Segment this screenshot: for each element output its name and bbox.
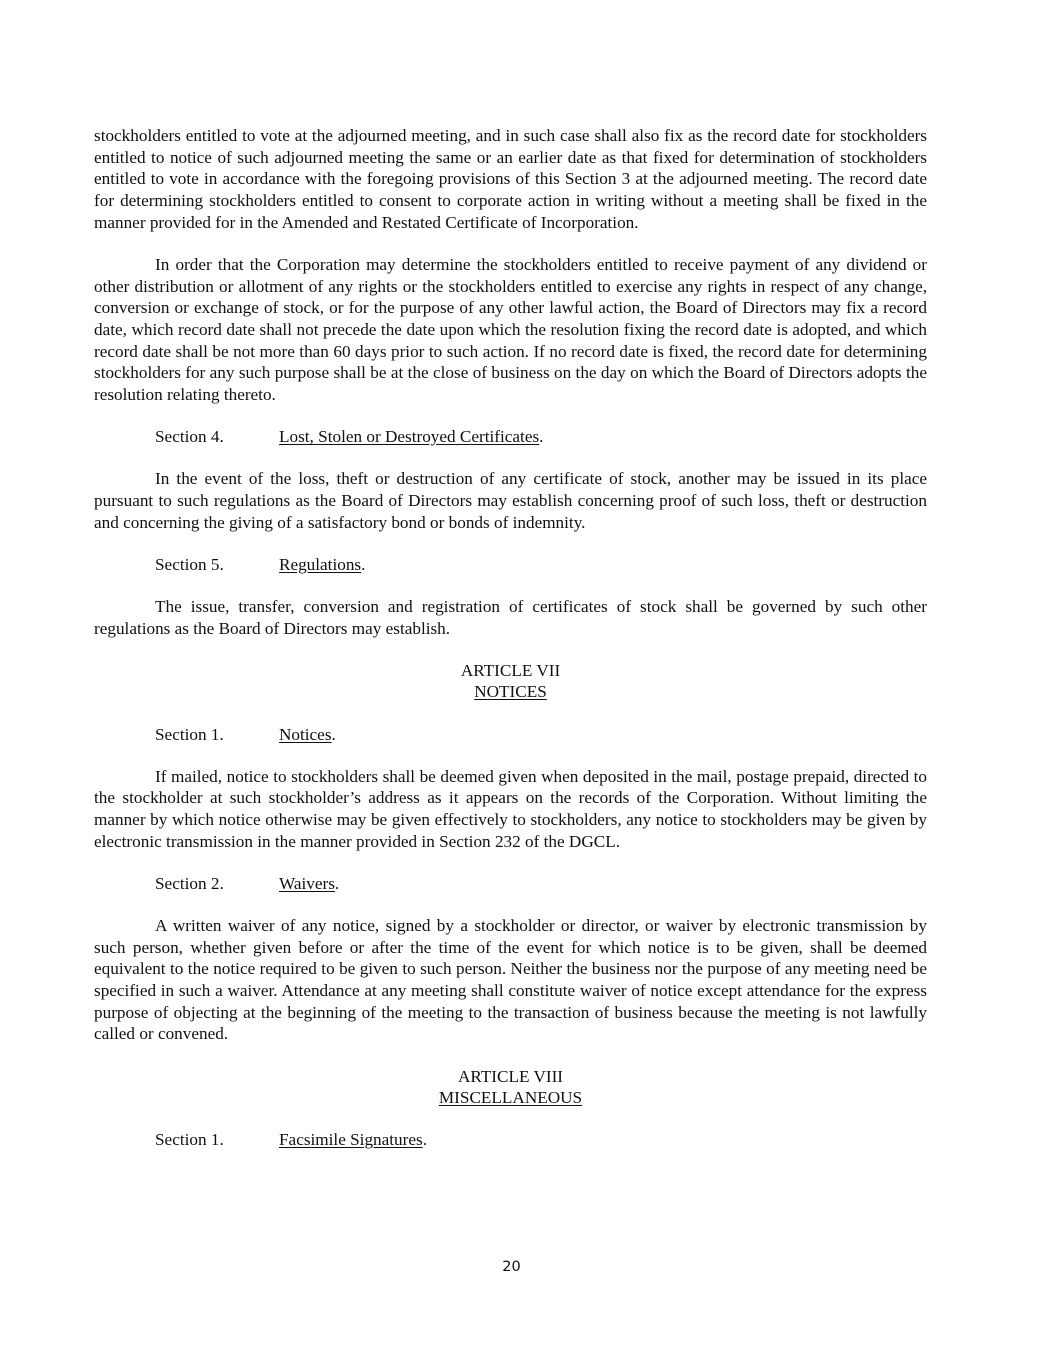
- section-number: Section 1.: [155, 724, 224, 744]
- section-number: Section 1.: [155, 1130, 224, 1150]
- section-title-period: .: [331, 724, 336, 744]
- section-title: Waivers: [279, 873, 335, 893]
- section-title: Notices: [279, 724, 332, 744]
- paragraph-record-date-adjourned: stockholders entitled to vote at the adjourned meeting, and in such case shall also fix as the record date for stockholders entitled to notice of such adjourned meeting the same or an earlier date as that fixed for determination of stockholders entitled to vote in accordance with the foregoing provisions of this Section 3 at the adjourned meeting. The record date for determining stockholders entitled to consent to corporate action in writing without a meeting shall be fixed in the manner provided for in the Amended and Restated Certificate of Incorporation.: [94, 126, 927, 232]
- section-title-period: .: [539, 427, 544, 447]
- section-title-period: .: [334, 873, 340, 893]
- section-heading-waivers: [94, 873, 927, 895]
- section-heading-regulations: [94, 554, 927, 576]
- paragraph-record-date-dividends: In order that the Corporation may determine the stockholders entitled to receive payment of any dividend or other distribution or allotment of any rights or the stockholders entitled to exercise any rights in respect of any change, conversion or exchange of stock, or for the purpose of any other lawful action, the Board of Directors may fix a record date, which record date shall not precede the date upon which the resolution fixing the record date is adopted, and which record date shall be not more than 60 days prior to such action. If no record date is fixed, the record date for determining stockholders for any such purpose shall be at the close of business on the day on which the Board of Directors adopts the resolution relating thereto.: [94, 254, 927, 405]
- article-title: MISCELLANEOUS: [438, 1088, 583, 1108]
- section-title: Facsimile Signatures: [279, 1130, 423, 1150]
- section-number: Section 4.: [155, 427, 224, 447]
- article-heading-miscellaneous: [94, 1066, 927, 1109]
- section-title: Lost, Stolen or Destroyed Certificates: [279, 427, 540, 447]
- document-body: [94, 125, 927, 1171]
- section-title-period: .: [422, 1130, 427, 1150]
- section-heading-notices: [94, 724, 927, 746]
- article-heading-notices: [94, 660, 927, 703]
- section-heading-facsimile-signatures: [94, 1129, 927, 1151]
- paragraph-waivers: A written waiver of any notice, signed by a stockholder or director, or waiver by electronic transmission by such person, whether given before or after the time of the event for which notice is to be given, shall be deemed equivalent to the notice required to be given to such person. Neither the business nor the purpose of any meeting need be specified in such a waiver. Attendance at any meeting shall constitute waiver of notice except attendance for the express purpose of objecting at the beginning of the meeting to the transaction of business because the meeting is not lawfully called or convened.: [94, 915, 927, 1044]
- section-number: Section 5.: [155, 554, 224, 574]
- section-number: Section 2.: [155, 873, 224, 893]
- page-number: 20: [502, 1259, 521, 1275]
- paragraph-lost-certificates: In the event of the loss, theft or destruction of any certificate of stock, another may be issued in its place pursuant to such regulations as the Board of Directors may establish concerning proof of such loss, theft or destruction and concerning the giving of a satisfactory bond or bonds of indemnity.: [94, 469, 927, 532]
- section-heading-lost-certificates: [94, 426, 927, 448]
- section-title-period: .: [361, 554, 366, 574]
- paragraph-notices: If mailed, notice to stockholders shall be deemed given when deposited in the mail, postage prepaid, directed to the stockholder at such stockholder’s address as it appears on the records of the Corporation. Without limiting the manner by which notice otherwise may be given effectively to stockholders, any notice to stockholders may be given by electronic transmission in the manner provided in Section 232 of the DGCL.: [94, 766, 927, 851]
- paragraph-regulations: The issue, transfer, conversion and registration of certificates of stock shall be governed by such other regulations as the Board of Directors may establish.: [94, 596, 927, 638]
- article-label: ARTICLE VIII: [457, 1066, 564, 1086]
- section-title: Regulations: [279, 554, 362, 574]
- article-label: ARTICLE VII: [460, 660, 561, 680]
- article-title: NOTICES: [474, 682, 547, 702]
